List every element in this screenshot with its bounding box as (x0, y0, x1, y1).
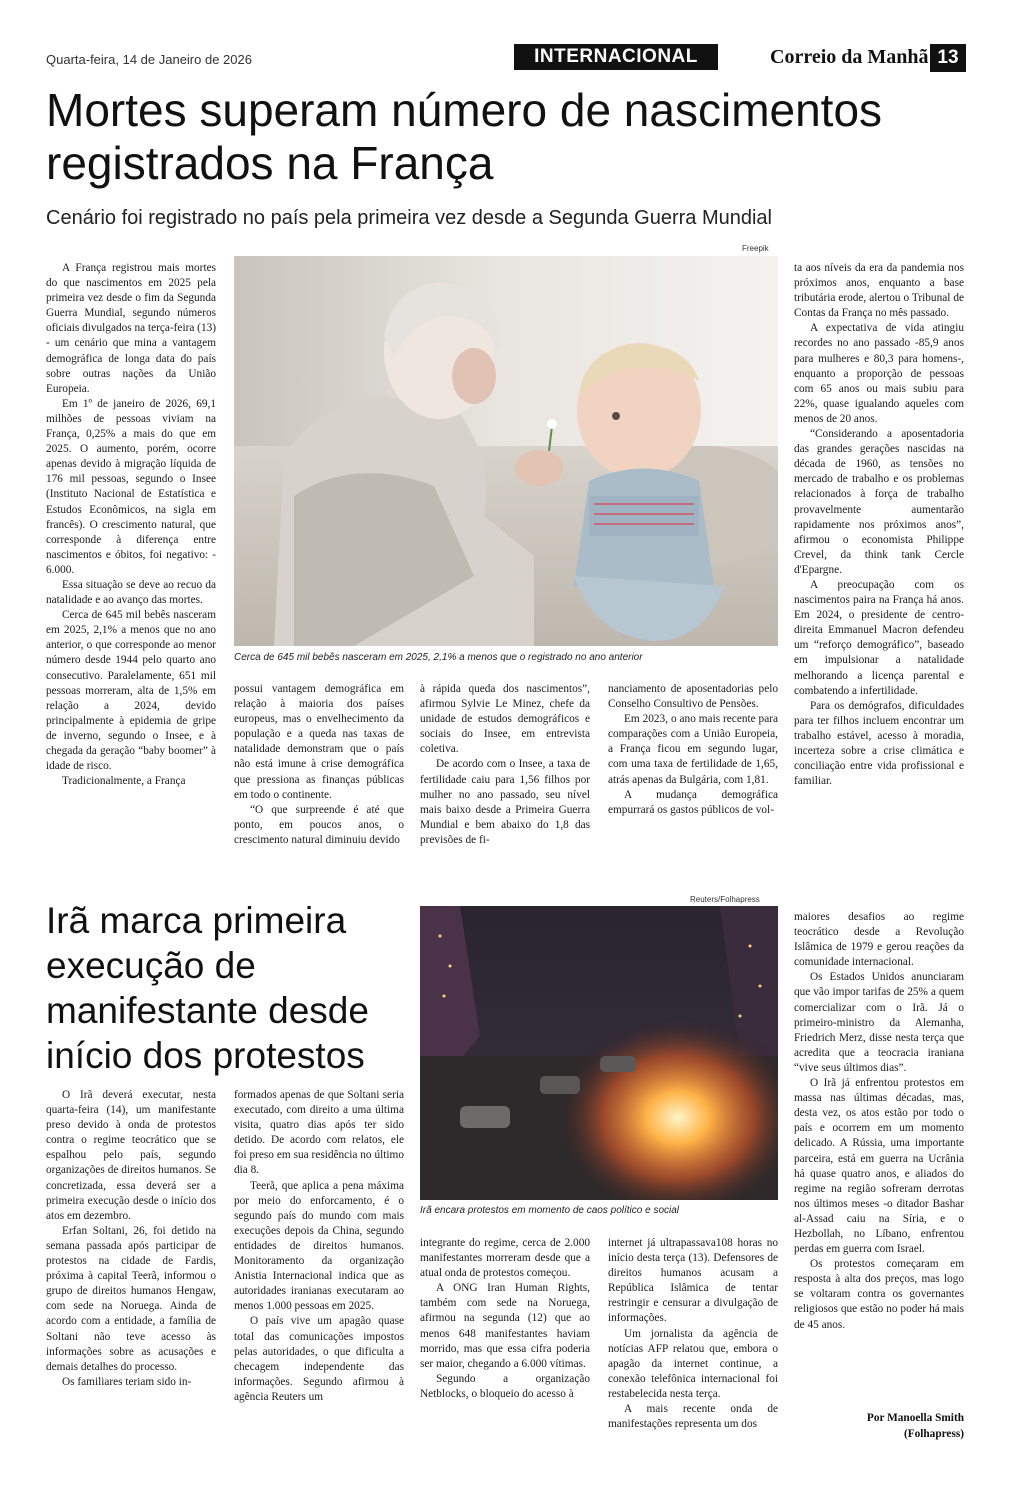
paragraph: Cerca de 645 mil bebês nasceram em 2025, 2,1% a menos que no ano anterior, o que corresponde ao menor número desde 1944 pelo quarto ano consecutivo. Paralelamente, 651 mil pessoas morreram, alta de 1,5% em relação a 2024, devido principalmente à epidemia de gripe de inverno, segundo o Insee, e à chegada da geração “baby boomer” à idade de risco. (46, 609, 216, 773)
article1-column-1 (46, 261, 216, 789)
paragraph: possui vantagem demográfica em relação à maioria dos países europeus, mas o envelhecimento da população e a queda nas taxas de natalidade demonstram que o país não está imune à crise demográfica que pressiona as finanças públicas em todo o continente. (234, 683, 404, 801)
article2-photo-credit: Reuters/Folhapress (690, 895, 760, 904)
paragraph: nanciamento de aposentadorias pelo Conselho Consultivo de Pensões. (608, 683, 778, 711)
paragraph: “O que surpreende é até que ponto, em poucos anos, o crescimento natural diminuiu devido (234, 803, 404, 846)
article1-photo-caption: Cerca de 645 mil bebês nasceram em 2025, 2,1% a menos que o registrado no ano anterior (234, 652, 643, 663)
article1-column-5 (794, 261, 964, 789)
paragraph: Teerã, que aplica a pena máxima por meio do enforcamento, é o segundo país do mundo com mais execuções depois da China, segundo entidades de direitos humanos. Monitoramento da organização Anistia Internacional indica que as autoridades iranianas executaram ao menos 1.000 pessoas em 2025. (234, 1179, 404, 1313)
paragraph: A ONG Iran Human Rights, também com sede na Noruega, afirmou na segunda (12) que ao menos 648 manifestantes haviam morrido, mas que essa cifra poderia ser maior, chegando a 6.000 vítimas. (420, 1282, 590, 1370)
article1-column-3 (420, 682, 590, 848)
paragraph: formados apenas de que Soltani seria executado, com direito a uma última visita, quatro dias após ter sido detido. De acordo com relatos, ele foi preso em sua residência no último dia 8. (234, 1089, 404, 1177)
grandmother-baby-photo (234, 256, 778, 646)
paragraph: A expectativa de vida atingiu recordes no ano passado -85,9 anos para mulheres e 80,3 para homens-, enquanto a proporção de pessoas com 65 anos ou mais subiu para 22%, quase igualando aqueles com menos de 20 anos. (794, 322, 964, 425)
paragraph: A preocupação com os nascimentos paira na França há anos. Em 2024, o presidente de centro-direita Emmanuel Macron defendeu um “reforço demográfico”, baseado em impulsionar a natalidade melhorando a licença parental e combatendo a infertilidade. (794, 578, 964, 697)
article2-byline-name: Por Manoella Smith (866, 1412, 964, 1424)
page-number: 13 (930, 44, 966, 72)
paragraph: Essa situação se deve ao recuo da natalidade e ao avanço das mortes. (46, 578, 216, 607)
article1-subheadline: Cenário foi registrado no país pela primeira vez desde a Segunda Guerra Mundial (46, 207, 772, 229)
newspaper-name: Correio da Manhã (770, 46, 929, 68)
paragraph: Erfan Soltani, 26, foi detido na semana passada após participar de protestos na cidade de Fardis, próxima à capital Teerã, informou o grupo de direitos humanos Hengaw, com sede na Noruega. Ainda de acordo com a entidade, a família de Soltani não teve acesso às informações sobre as acusações e demais detalhes do processo. (46, 1224, 216, 1373)
paragraph: A mudança demográfica empurrará os gastos públicos de vol- (608, 788, 778, 816)
article2-photo (420, 906, 778, 1200)
article2-photo-caption: Irã encara protestos em momento de caos político e social (420, 1205, 680, 1216)
paragraph: Os protestos começaram em resposta à alta dos preços, mas logo se voltaram contra os governantes religiosos que estão no poder há mais de 45 anos. (794, 1258, 964, 1331)
paragraph: Em 2023, o ano mais recente para comparações com a União Europeia, a França ficou em segundo lugar, com uma taxa de fertilidade de 1,65, atrás apenas da Bulgária, com 1,81. (608, 713, 778, 786)
paragraph: Para os demógrafos, dificuldades para ter filhos incluem encontrar um trabalho estável, acesso à moradia, incerteza sobre a crise climática e conciliação entre vida profissional e familiar. (794, 699, 964, 788)
paragraph: ta aos níveis da era da pandemia nos próximos anos, enquanto a base tributária erode, alertou o Tribunal de Contas da França no mês passado. (794, 262, 964, 320)
section-label: INTERNACIONAL (514, 44, 718, 70)
paragraph: Tradicionalmente, a França (62, 775, 186, 788)
article1-column-4 (608, 682, 778, 818)
paragraph: O Irã deverá executar, nesta quarta-feira (14), um manifestante preso devido à onda de protestos contra o regime teocrático que se espalhou pelo país, segundo organizações de direitos humanos. Se concretizada, essa deverá ser a primeira execução desde o início dos atos em dezembro. (46, 1089, 216, 1222)
article2-column-1 (46, 1088, 216, 1390)
article1-headline: Mortes superam número de nascimentos registrados na França (46, 84, 883, 189)
paragraph: O país vive um apagão quase total das comunicações impostos pelas autoridades, o que dificulta a checagem independente das informações. Segundo afirmou à agência Reuters um (234, 1315, 404, 1403)
paragraph: Segundo a organização Netblocks, o bloqueio do acesso à (420, 1372, 590, 1400)
paragraph: à rápida queda dos nascimentos”, afirmou Sylvie Le Minez, chefe da unidade de estudos demográficos e sociais do Insee, em entrevista coletiva. (420, 683, 590, 756)
paragraph: A França registrou mais mortes do que nascimentos em 2025 pela primeira vez desde o fim da Segunda Guerra Mundial, segundo números oficiais divulgados na terça-feira (13) - um cenário que mina a vantagem demográfica de longa data do país sobre outras nações da União Europeia. (46, 262, 217, 395)
paragraph: De acordo com o Insee, a taxa de fertilidade caiu para 1,56 filhos por mulher no ano passado, seu nível mais baixo desde a Primeira Guerra Mundial e bem abaixo do 1,8 das previsões de fi- (420, 758, 590, 846)
paragraph: internet já ultrapassava108 horas no início desta terça (13). Defensores de direitos humanos acusam a República Islâmica de tentar restringir e censurar a divulgação de informações. (608, 1237, 778, 1325)
article2-column-4 (608, 1236, 778, 1432)
paragraph: maiores desafios ao regime teocrático desde a Revolução Islâmica de 1979 e gerou reações da comunidade internacional. (794, 911, 964, 969)
article1-photo (234, 256, 778, 646)
article2-column-2 (234, 1088, 404, 1405)
article1-photo-credit: Freepik (742, 244, 769, 253)
paragraph: Em 1º de janeiro de 2026, 69,1 milhões de pessoas viviam na França, 0,25% a mais do que em 2025. O aumento, porém, ocorre apenas devido à migração líquida de 176 mil pessoas, segundo o Insee (Instituto Nacional de Estatística e Estudos Econômicos, na sigla em francês). O crescimento natural, que corresponde à diferença entre nascimentos e óbitos, foi negativo: - 6.000. (46, 397, 216, 576)
paragraph: “Considerando a aposentadoria das grandes gerações nascidas na década de 1960, as tensões no mercado de trabalho e os problemas relacionados à força de trabalho provavelmente aumentarão rapidamente nos próximos anos”, afirmou o economista Philippe Crevel, da think tank Cercle d'Epargne. (794, 428, 964, 576)
article2-column-5 (794, 910, 964, 1333)
paragraph: O Irã já enfrentou protestos em massa nas últimas décadas, mas, desta vez, os atos estão por todo o país e ocorrem em um momento delicado. A Rússia, uma importante parceira, está em guerra na Ucrânia há quase quatro anos, e aliados do regime na região sofreram derrotas nos últimos meses -o ditador Bashar al-Assad caiu na Síria, e o Hezbollah, no Líbano, enfrentou perdas em guerra com Israel. (794, 1077, 964, 1256)
article2-byline-agency: (Folhapress) (903, 1428, 964, 1440)
paragraph: A mais recente onda de manifestações representa um dos (608, 1403, 778, 1431)
paragraph: Um jornalista da agência de notícias AFP relatou que, embora o apagão da internet continue, a conexão telefônica internacional foi restabelecida nesta terça. (608, 1327, 778, 1400)
paragraph: integrante do regime, cerca de 2.000 manifestantes morreram desde que a atual onda de protestos começou. (420, 1237, 590, 1280)
article1-column-2 (234, 682, 404, 848)
paragraph: Os familiares teriam sido in- (62, 1375, 192, 1388)
article2-column-3 (420, 1236, 590, 1402)
paragraph: Os Estados Unidos anunciaram que vão impor tarifas de 25% a quem comercializar com o Irã. Já o primeiro-ministro da Alemanha, Friedrich Merz, disse nesta terça que acredita que a teocracia iraniana “vive seus últimos dias”. (794, 971, 964, 1074)
edition-date: Quarta-feira, 14 de Janeiro de 2026 (46, 52, 252, 67)
protest-fire-photo (420, 906, 778, 1200)
article2-headline: Irã marca primeira execução de manifestante desde início dos protestos (46, 900, 369, 1076)
